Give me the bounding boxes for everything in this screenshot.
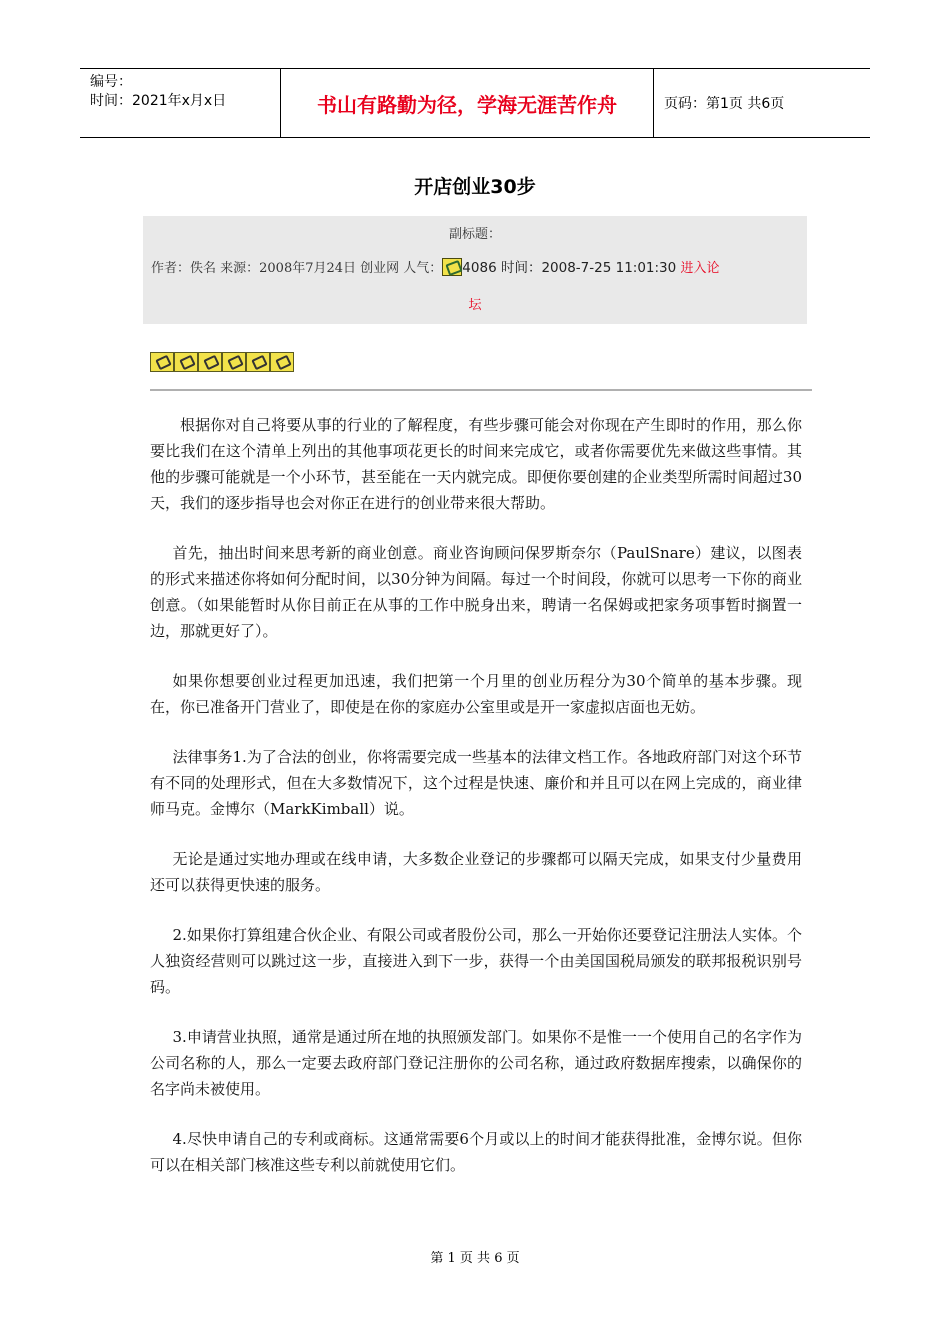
paragraph: 如果你想要创业过程更加迅速，我们把第一个月里的创业历程分为30个简单的基本步骤。现在，你已准备开门营业了，即使是在你的家庭办公室里或是开一家虚拟店面也无妨。 (150, 672, 802, 716)
divider (150, 389, 812, 391)
header-table (80, 68, 870, 138)
forum-link[interactable]: 进入论 (680, 261, 720, 276)
motto: 书山有路勤为径，学海无涯苦作舟 (281, 69, 654, 137)
time-label: 时间：2021年x月x日 (90, 93, 227, 109)
page-footer: 第 1 页 共 6 页 (430, 1251, 520, 1266)
article-title: 开店创业30步 (414, 176, 536, 198)
subtitle-label: 副标题： (448, 227, 501, 242)
paragraph: 2.如果你打算组建合伙企业、有限公司或者股份公司，那么一开始你还要登记注册法人实体。个人独资经营则可以跳过这一步，直接进入到下一步，获得一个由美国国税局颁发的联邦报税识别号码。 (150, 926, 802, 996)
paragraph: 根据你对自己将要从事的行业的了解程度，有些步骤可能会对你现在产生即时的作用，那么你要比我们在这个清单上列出的其他事项花更长的时间来完成它，或者你需要优先来做这些事情。其他的步骤可能就是一个小环节，甚至能在一天内就完成。即便你要创建的企业类型所需时间超过30天，我们的逐步指导也会对你正在进行的创业带来很大帮助。 (150, 416, 802, 512)
paragraph: 4.尽快申请自己的专利或商标。这通常需要6个月或以上的时间才能获得批准，金博尔说。但你可以在相关部门核准这些专利以前就使用它们。 (150, 1130, 802, 1174)
rating-icon (174, 352, 198, 372)
paragraph: 无论是通过实地办理或在线申请，大多数企业登记的步骤都可以隔天完成，如果支付少量费用还可以获得更快速的服务。 (150, 850, 802, 894)
popularity-icon (442, 258, 462, 276)
publish-time: 时间：2008-7-25 11:01:30 (496, 260, 681, 276)
rating-stars (150, 352, 294, 372)
forum-link-continued[interactable]: 坛 (468, 298, 482, 313)
article-meta (143, 216, 807, 324)
paragraph: 法律事务1.为了合法的创业，你将需要完成一些基本的法律文档工作。各地政府部门对这个环节有不同的处理形式，但在大多数情况下，这个过程是快速、廉价和并且可以在网上完成的，商业律师马克。金博尔（MarkKimball）说。 (150, 748, 802, 818)
rating-icon (270, 352, 294, 372)
page-info: 页码：第1页 共6页 (664, 96, 785, 112)
author-source: 作者：佚名 来源：2008年7月24日 创业网 人气： (151, 261, 443, 276)
rating-icon (222, 352, 246, 372)
view-count: 4086 (462, 260, 497, 276)
paragraph: 3.申请营业执照，通常是通过所在地的执照颁发部门。如果你不是惟一一个使用自己的名字作为公司名称的人，那么一定要去政府部门登记注册你的公司名称，通过政府数据库搜索，以确保你的名字尚未被使用。 (150, 1028, 802, 1098)
paragraph: 首先，抽出时间来思考新的商业创意。商业咨询顾问保罗斯奈尔（PaulSnare）建议，以图表的形式来描述你将如何分配时间，以30分钟为间隔。每过一个时间段，你就可以思考一下你的商业创意。（如果能暂时从你目前正在从事的工作中脱身出来，聘请一名保姆或把家务项事暂时搁置一边，那就更好了）。 (150, 544, 802, 640)
meta-line (151, 256, 801, 276)
code-label: 编号： (90, 74, 132, 90)
rating-icon (246, 352, 270, 372)
rating-icon (150, 352, 174, 372)
rating-icon (198, 352, 222, 372)
article-body (150, 412, 802, 1202)
header-left-cell (80, 69, 281, 137)
